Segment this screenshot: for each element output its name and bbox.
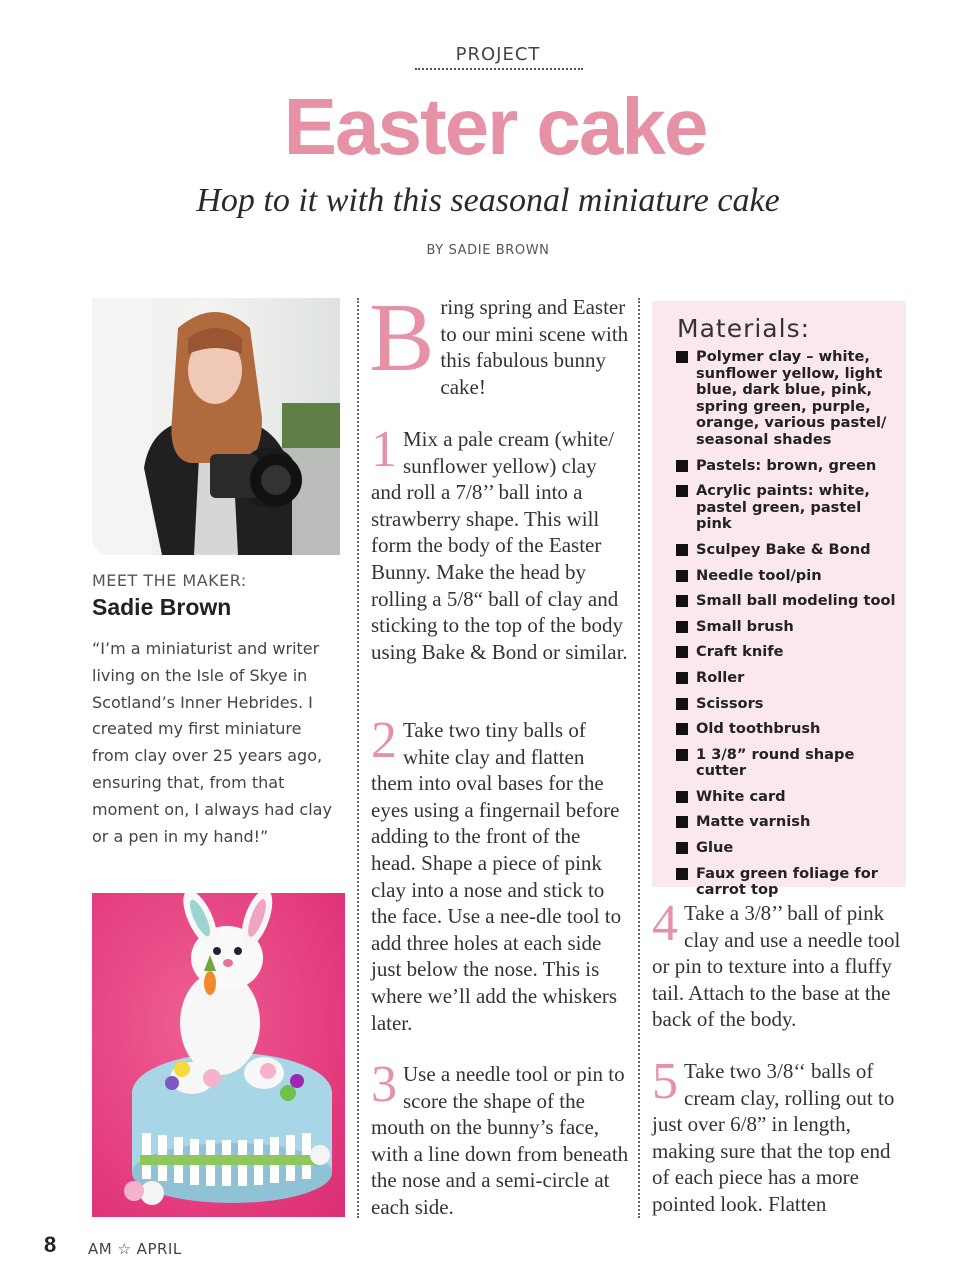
list-item: Small brush [676, 619, 898, 636]
drop-cap: B [369, 284, 435, 392]
square-bullet-icon [676, 698, 688, 710]
step-5 [652, 1053, 908, 1218]
list-item: Matte varnish [676, 814, 898, 831]
page-number: 8 [44, 1232, 57, 1257]
square-bullet-icon [676, 646, 688, 658]
list-item: Small ball modeling tool [676, 593, 898, 610]
step-4 [652, 895, 908, 1033]
square-bullet-icon [676, 595, 688, 607]
materials-box [652, 301, 906, 899]
step-number: 2 [371, 712, 397, 769]
square-bullet-icon [676, 621, 688, 633]
step-number: 5 [652, 1053, 678, 1110]
list-item: 1 3/8” round shape cutter [676, 747, 898, 780]
magazine-folio: AM ☆ APRIL [88, 1240, 182, 1258]
intro-paragraph [369, 284, 629, 400]
list-item: Sculpey Bake & Bond [676, 542, 898, 559]
meet-the-maker-label: MEET THE MAKER: [92, 571, 247, 590]
list-item: Old toothbrush [676, 721, 898, 738]
maker-name: Sadie Brown [92, 594, 232, 620]
step-text: Take two tiny balls of white clay and flatten them into oval bases for the eyes using a fingernail before adding to the front of the head. Shape a piece of pink clay into a nose and stick to the face. Use a nee-dle tool to add three holes at each side just below the nose. This is where we’ll add the whiskers later. [371, 718, 622, 1035]
list-item: Polymer clay – white, sunflower yellow, light blue, dark blue, pink, spring green, purple, orange, various pastel/ seasonal shades [676, 349, 898, 449]
step-text: Mix a pale cream (white/ sunflower yellow) clay and roll a 7/8’’ ball into a strawberry shape. This will form the body of the Easter Bunny. Make the head by rolling a 5/8“ ball of clay and sticking to the top of the body using Bake & Bond or similar. [371, 427, 628, 664]
byline: BY SADIE BROWN [426, 243, 550, 258]
step-number: 1 [371, 421, 397, 478]
list-item: Pastels: brown, green [676, 458, 898, 475]
square-bullet-icon [676, 672, 688, 684]
maker-quote: “I’m a miniaturist and writer living on the Isle of Skye in Scotland’s Inner Hebrides. I created my first miniature from clay over 25 years ago, ensuring that, from that moment on, I always had clay or a pen in my hand!” [92, 639, 332, 846]
list-item: Faux green foliage for carrot top [676, 866, 898, 899]
step-number: 4 [652, 895, 678, 952]
square-bullet-icon [676, 460, 688, 472]
intro-text: ring spring and Easter to our mini scene with this fabulous bunny cake! [440, 295, 629, 399]
easter-cake-photo [92, 893, 345, 1217]
list-item: Needle tool/pin [676, 568, 898, 585]
step-text: Take two 3/8‘‘ balls of cream clay, rolling out to just over 6/8” in length, making sure that the top end of each piece has a more pointed look. Flatten [652, 1059, 895, 1216]
step-number: 3 [371, 1056, 397, 1113]
article-title: Easter cake [283, 82, 707, 171]
square-bullet-icon [676, 570, 688, 582]
section-divider [415, 68, 583, 70]
section-label: PROJECT [455, 44, 541, 65]
square-bullet-icon [676, 791, 688, 803]
square-bullet-icon [676, 842, 688, 854]
list-item: Roller [676, 670, 898, 687]
step-2 [371, 712, 629, 1036]
list-item: Scissors [676, 696, 898, 713]
article-subtitle: Hop to it with this seasonal miniature cake [196, 182, 780, 219]
square-bullet-icon [676, 868, 688, 880]
square-bullet-icon [676, 485, 688, 497]
maker-photo [92, 298, 340, 555]
square-bullet-icon [676, 723, 688, 735]
square-bullet-icon [676, 544, 688, 556]
step-1 [371, 421, 629, 665]
step-text: Take a 3/8’’ ball of pink clay and use a needle tool or pin to texture into a fluffy tail. Attach to the base at the back of the body. [652, 901, 901, 1032]
list-item: Glue [676, 840, 898, 857]
materials-title: Materials: [677, 314, 811, 343]
column-divider-left [357, 298, 359, 1218]
step-text: Use a needle tool or pin to score the shape of the mouth on the bunny’s face, with a line down from beneath the nose and a semi-circle at each side. [371, 1062, 629, 1219]
list-item: Craft knife [676, 644, 898, 661]
materials-list [676, 349, 898, 908]
list-item: White card [676, 789, 898, 806]
list-item: Acrylic paints: white, pastel green, pastel pink [676, 483, 898, 533]
square-bullet-icon [676, 351, 688, 363]
column-divider-right [638, 298, 640, 1218]
step-3 [371, 1056, 629, 1221]
square-bullet-icon [676, 816, 688, 828]
square-bullet-icon [676, 749, 688, 761]
